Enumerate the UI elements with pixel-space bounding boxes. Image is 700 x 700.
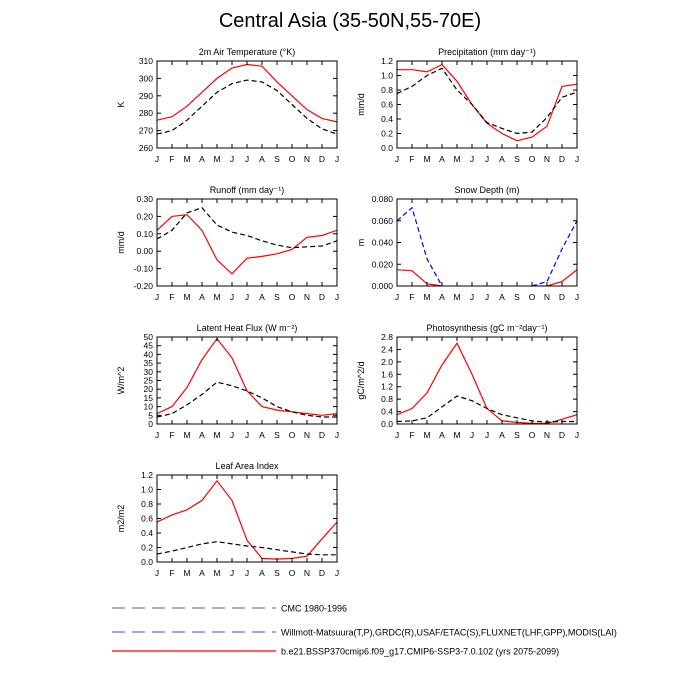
- x-tick-label: O: [288, 568, 296, 578]
- y-tick-label: 10: [143, 401, 153, 412]
- x-tick-label: D: [318, 430, 326, 440]
- y-tick-label: 1.0: [381, 70, 393, 81]
- x-tick-label: S: [274, 568, 280, 578]
- y-tick-label: -0.10: [133, 263, 153, 274]
- page-title: Central Asia (35-50N,55-70E): [218, 10, 482, 32]
- x-tick-label: A: [199, 154, 205, 164]
- x-tick-label: M: [453, 154, 461, 164]
- chart-title: Photosynthesis (gC m⁻²day⁻¹): [426, 323, 548, 333]
- x-tick-label: J: [484, 430, 490, 440]
- x-tick-label: F: [169, 154, 175, 164]
- y-tick-label: 0.020: [371, 259, 393, 270]
- x-tick-label: A: [199, 568, 205, 578]
- y-tick-label: 0.4: [141, 528, 153, 538]
- chart-title: Precipitation (mm day⁻¹): [438, 47, 536, 57]
- x-tick-label: J: [229, 430, 235, 440]
- y-tick-label: 300: [138, 73, 153, 84]
- y-axis-label: K: [116, 101, 126, 108]
- x-tick-label: O: [288, 154, 296, 164]
- x-tick-label: F: [409, 292, 415, 302]
- y-tick-label: 290: [138, 90, 153, 101]
- x-tick-label: S: [514, 292, 520, 302]
- x-tick-label: M: [183, 292, 191, 302]
- y-tick-label: 0.10: [136, 228, 153, 239]
- y-tick-label: 2.8: [381, 332, 393, 342]
- legend-label-3: b.e21.BSSP370cmip6.f09_g17.CMIP6-SSP3-7.0.102 (yrs 2075-2099): [281, 646, 560, 657]
- x-tick-label: S: [514, 154, 520, 164]
- y-tick-label: 0.8: [381, 85, 393, 95]
- x-tick-label: J: [154, 154, 160, 164]
- x-tick-label: M: [213, 292, 221, 302]
- x-tick-label: A: [199, 292, 205, 302]
- x-tick-label: N: [543, 292, 551, 302]
- x-tick-label: J: [394, 154, 400, 164]
- y-tick-label: 0.8: [141, 499, 153, 509]
- x-tick-label: J: [229, 292, 235, 302]
- x-tick-label: N: [303, 154, 311, 164]
- y-axis-label: m2/m2: [116, 504, 126, 533]
- x-tick-label: J: [154, 430, 160, 440]
- x-tick-label: J: [229, 568, 235, 578]
- x-tick-label: O: [528, 154, 536, 164]
- x-tick-label: J: [574, 430, 580, 440]
- x-tick-label: M: [213, 430, 221, 440]
- x-tick-label: D: [558, 292, 566, 302]
- x-tick-label: J: [244, 292, 250, 302]
- y-tick-label: 0.30: [136, 194, 153, 204]
- x-tick-label: A: [259, 568, 265, 578]
- y-tick-label: 0.080: [371, 194, 393, 204]
- y-axis-label: W/m^2: [116, 366, 126, 395]
- y-tick-label: 0: [148, 419, 153, 429]
- x-tick-label: F: [409, 430, 415, 440]
- x-tick-label: M: [453, 292, 461, 302]
- chart-title: Latent Heat Flux (W m⁻²): [196, 323, 298, 333]
- x-tick-label: N: [303, 430, 311, 440]
- y-tick-label: 20: [143, 384, 153, 395]
- x-tick-label: O: [288, 430, 296, 440]
- legend-label-2: Willmott-Matsuura(T,P),GRDC(R),USAF/ETAC(S),FLUXNET(LHF,GPP),MODIS(LAI): [281, 627, 617, 638]
- y-tick-label: 40: [143, 349, 153, 360]
- y-tick-label: 35: [143, 358, 153, 369]
- y-tick-label: 0.0: [141, 557, 153, 567]
- y-tick-label: 0.8: [381, 394, 393, 405]
- y-tick-label: 280: [138, 108, 153, 119]
- y-tick-label: 0.20: [136, 211, 153, 222]
- x-tick-label: J: [394, 292, 400, 302]
- x-tick-label: F: [409, 154, 415, 164]
- y-tick-label: 0.040: [371, 237, 393, 248]
- y-tick-label: 0.00: [136, 246, 153, 257]
- legend-label-1: CMC 1980-1996: [281, 603, 348, 614]
- x-tick-label: J: [469, 154, 475, 164]
- x-tick-label: M: [423, 430, 431, 440]
- x-tick-label: J: [574, 292, 580, 302]
- y-tick-label: 1.0: [141, 484, 153, 495]
- y-tick-label: 2.4: [381, 344, 393, 355]
- x-tick-label: S: [274, 292, 280, 302]
- y-tick-label: 0.060: [371, 215, 393, 226]
- y-axis-label: mm/d: [356, 93, 366, 116]
- x-tick-label: D: [318, 292, 326, 302]
- y-tick-label: 1.2: [381, 56, 393, 66]
- x-tick-label: M: [183, 154, 191, 164]
- x-tick-label: S: [274, 154, 280, 164]
- chart-title: Runoff (mm day⁻¹): [209, 185, 285, 195]
- x-tick-label: J: [244, 154, 250, 164]
- x-tick-label: O: [288, 292, 296, 302]
- y-tick-label: 0.6: [381, 99, 393, 110]
- x-tick-label: M: [213, 568, 221, 578]
- x-tick-label: O: [528, 292, 536, 302]
- x-tick-label: N: [303, 292, 311, 302]
- y-axis-label: mm/d: [116, 231, 126, 254]
- y-tick-label: 2.0: [381, 356, 393, 367]
- x-tick-label: A: [439, 292, 445, 302]
- x-tick-label: A: [259, 154, 265, 164]
- x-tick-label: A: [259, 430, 265, 440]
- x-tick-label: D: [558, 430, 566, 440]
- x-tick-label: J: [334, 154, 340, 164]
- x-tick-label: D: [558, 154, 566, 164]
- y-tick-label: 260: [138, 143, 153, 153]
- y-tick-label: 1.6: [381, 369, 393, 380]
- x-tick-label: M: [453, 430, 461, 440]
- x-tick-label: M: [423, 292, 431, 302]
- y-tick-label: 0.000: [371, 281, 393, 291]
- y-tick-label: -0.20: [133, 281, 153, 291]
- y-tick-label: 310: [138, 56, 153, 66]
- x-tick-label: J: [469, 430, 475, 440]
- x-tick-label: J: [394, 430, 400, 440]
- x-tick-label: S: [514, 430, 520, 440]
- x-tick-label: M: [423, 154, 431, 164]
- x-tick-label: D: [318, 568, 326, 578]
- y-axis-label: m: [356, 238, 366, 247]
- y-tick-label: 5: [148, 410, 153, 421]
- x-tick-label: N: [543, 430, 551, 440]
- x-tick-label: F: [169, 292, 175, 302]
- x-tick-label: F: [169, 568, 175, 578]
- y-tick-label: 0.2: [141, 542, 153, 553]
- y-tick-label: 30: [143, 366, 153, 377]
- x-tick-label: A: [499, 154, 505, 164]
- y-tick-label: 45: [143, 340, 153, 351]
- x-tick-label: J: [154, 292, 160, 302]
- y-tick-label: 15: [143, 392, 153, 403]
- x-tick-label: A: [439, 430, 445, 440]
- y-axis-label: gC/m^2/d: [356, 361, 366, 400]
- x-tick-label: M: [213, 154, 221, 164]
- x-tick-label: A: [259, 292, 265, 302]
- y-tick-label: 0.0: [381, 143, 393, 153]
- x-tick-label: A: [439, 154, 445, 164]
- chart-title: Snow Depth (m): [454, 185, 520, 195]
- x-tick-label: J: [334, 430, 340, 440]
- x-tick-label: J: [469, 292, 475, 302]
- x-tick-label: N: [303, 568, 311, 578]
- y-tick-label: 0.0: [381, 419, 393, 429]
- x-tick-label: M: [183, 568, 191, 578]
- x-tick-label: A: [199, 430, 205, 440]
- x-tick-label: J: [244, 568, 250, 578]
- x-tick-label: J: [484, 154, 490, 164]
- x-tick-label: F: [169, 430, 175, 440]
- x-tick-label: J: [334, 568, 340, 578]
- y-tick-label: 0.2: [381, 128, 393, 139]
- x-tick-label: J: [334, 292, 340, 302]
- x-tick-label: S: [274, 430, 280, 440]
- x-tick-label: O: [528, 430, 536, 440]
- x-tick-label: A: [499, 430, 505, 440]
- chart-title: Leaf Area Index: [215, 461, 279, 471]
- x-tick-label: J: [154, 568, 160, 578]
- y-tick-label: 0.4: [381, 406, 393, 417]
- y-tick-label: 50: [143, 332, 153, 342]
- chart-title: 2m Air Temperature (°K): [198, 47, 296, 57]
- y-tick-label: 25: [143, 375, 153, 386]
- x-tick-label: D: [318, 154, 326, 164]
- x-tick-label: A: [499, 292, 505, 302]
- y-tick-label: 1.2: [141, 470, 153, 480]
- x-tick-label: N: [543, 154, 551, 164]
- y-tick-label: 1.2: [381, 381, 393, 392]
- y-tick-label: 0.4: [381, 114, 393, 124]
- x-tick-label: J: [484, 292, 490, 302]
- x-tick-label: J: [574, 154, 580, 164]
- x-tick-label: J: [229, 154, 235, 164]
- x-tick-label: J: [244, 430, 250, 440]
- y-tick-label: 0.6: [141, 513, 153, 524]
- y-tick-label: 270: [138, 125, 153, 136]
- x-tick-label: M: [183, 430, 191, 440]
